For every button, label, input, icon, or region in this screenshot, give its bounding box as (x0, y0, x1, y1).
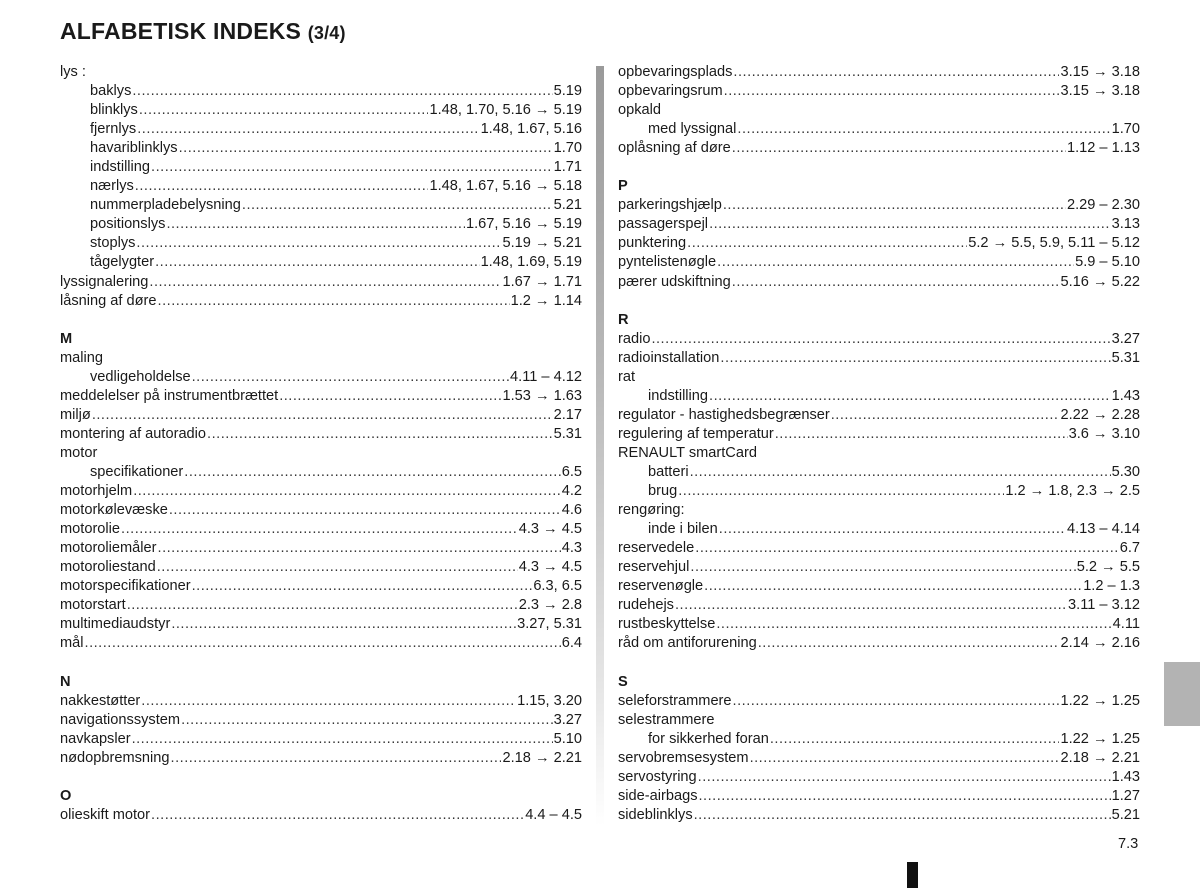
index-term: rat (618, 368, 636, 385)
page-reference: 3.11 – 3.12 (1068, 597, 1140, 614)
page-reference: 1.27 (1111, 787, 1140, 804)
page-reference: 4.6 (561, 502, 582, 519)
section-letter: N (60, 673, 71, 690)
dot-leader (279, 387, 501, 406)
section-letter: O (60, 787, 72, 804)
dot-leader (831, 406, 1060, 425)
dot-leader (127, 596, 518, 615)
index-term: motorspecifikationer (60, 578, 191, 595)
dot-leader (92, 406, 553, 425)
page-reference: 3.15 → 3.18 (1060, 64, 1140, 80)
page-reference: 2.18 → 2.21 (1060, 749, 1140, 766)
index-term: batteri (648, 463, 689, 480)
index-term: selestrammere (618, 711, 715, 728)
index-entry (618, 558, 1140, 577)
dot-leader (136, 234, 501, 253)
index-entry (618, 273, 1140, 292)
dot-leader (690, 558, 1075, 577)
index-term: brug (648, 483, 678, 500)
index-term: sideblinklys (618, 806, 693, 823)
index-entry (618, 196, 1140, 215)
page-reference: 4.11 (1112, 616, 1140, 633)
dot-leader (171, 615, 516, 634)
section-letter: M (60, 330, 73, 347)
page-reference: 5.10 (553, 730, 582, 747)
index-term: opkald (618, 102, 662, 119)
index-subentry (60, 253, 582, 272)
index-subentry (60, 215, 582, 234)
index-entry (618, 692, 1140, 711)
dot-leader (133, 482, 561, 501)
page-reference: 4.13 – 4.14 (1066, 521, 1140, 538)
index-term: inde i bilen (648, 521, 718, 538)
dot-leader (151, 806, 524, 825)
index-term: motoroliemåler (60, 540, 157, 557)
page-reference: 6.5 (561, 463, 582, 480)
dot-leader (85, 634, 561, 653)
index-entry (618, 253, 1140, 272)
dot-leader (121, 520, 518, 539)
index-subentry (618, 387, 1140, 406)
page-reference: 3.15 → 3.18 (1060, 83, 1140, 100)
dot-leader (184, 463, 560, 482)
index-term: vedligeholdelse (90, 368, 191, 385)
index-entry (618, 234, 1140, 253)
index-term: miljø (60, 406, 91, 423)
index-term: lys : (60, 64, 86, 80)
page-reference: 4.3 (561, 540, 582, 557)
page-reference: 3.6 → 3.10 (1068, 425, 1140, 442)
index-term: motoroliestand (60, 559, 156, 576)
index-entry (618, 406, 1140, 425)
index-entry (618, 615, 1140, 634)
index-term: pyntelistenøgle (618, 254, 717, 271)
page-number: 7.3 (1118, 836, 1139, 852)
dot-leader (720, 349, 1110, 368)
index-term: reservenøgle (618, 578, 704, 595)
index-entry (618, 577, 1140, 596)
page-reference: 5.2 → 5.5, 5.9, 5.11 – 5.12 (968, 235, 1140, 252)
chapter-tab (1164, 662, 1200, 726)
index-term: nummerpladebelysning (90, 197, 241, 214)
index-subentry (618, 120, 1140, 139)
section-spacer (60, 311, 582, 330)
page-reference: 6.7 (1119, 540, 1140, 557)
index-subentry (60, 177, 582, 196)
dot-leader (699, 787, 1111, 806)
page-reference: 1.48, 1.70, 5.16 → 5.19 (429, 102, 582, 119)
page-reference: 6.3, 6.5 (533, 578, 582, 595)
index-term: motorolie (60, 521, 121, 538)
page-reference: 1.48, 1.67, 5.16 → 5.18 (429, 178, 582, 195)
index-entry (618, 444, 1140, 463)
index-term: havariblinklys (90, 140, 178, 157)
page-reference: 1.12 – 1.13 (1066, 140, 1140, 157)
dot-leader (678, 482, 1004, 501)
index-term: rengøring: (618, 502, 685, 519)
index-entry (618, 539, 1140, 558)
index-entry (618, 63, 1140, 82)
page-reference: 4.4 – 4.5 (525, 806, 582, 823)
index-subentry (60, 139, 582, 158)
dot-leader (166, 215, 465, 234)
dot-leader (732, 139, 1066, 158)
index-term: multimediaudstyr (60, 616, 171, 633)
section-letter: P (618, 178, 628, 195)
page-reference: 5.19 (553, 83, 582, 100)
dot-leader (775, 425, 1068, 444)
dot-leader (717, 253, 1074, 272)
index-term: olieskift motor (60, 806, 151, 823)
dot-leader (135, 177, 429, 196)
dot-leader (149, 273, 501, 292)
index-entry (60, 292, 582, 311)
index-entry (60, 711, 582, 730)
index-subentry (618, 463, 1140, 482)
index-entry (60, 482, 582, 501)
index-term: rustbeskyttelse (618, 616, 716, 633)
index-entry (60, 539, 582, 558)
index-term: regulator - hastighedsbegrænser (618, 406, 830, 423)
index-term: RENAULT smartCard (618, 444, 757, 461)
index-term: reservedele (618, 540, 695, 557)
page-reference: 3.27 (553, 711, 582, 728)
index-term: reservehjul (618, 559, 690, 576)
page-reference: 3.13 (1111, 216, 1140, 233)
page-reference: 4.3 → 4.5 (518, 521, 582, 538)
index-entry (618, 596, 1140, 615)
index-entry (618, 215, 1140, 234)
index-term: radioinstallation (618, 349, 720, 366)
dot-leader (139, 101, 429, 120)
index-entry (618, 82, 1140, 101)
index-term: motor (60, 444, 98, 461)
index-term: motorstart (60, 597, 126, 614)
index-term: passagerspejl (618, 216, 709, 233)
index-term: tågelygter (90, 254, 155, 271)
page-reference: 2.29 – 2.30 (1066, 197, 1140, 214)
column-divider (596, 66, 604, 826)
index-term: parkeringshjælp (618, 197, 722, 214)
index-entry (60, 444, 582, 463)
index-entry (60, 596, 582, 615)
page-reference: 1.43 (1111, 768, 1140, 785)
index-entry (618, 711, 1140, 730)
index-entry (618, 806, 1140, 825)
dot-leader (716, 615, 1111, 634)
page-reference: 6.4 (561, 635, 582, 652)
index-term: nødopbremsning (60, 749, 170, 766)
index-term: meddelelser på instrumentbrættet (60, 387, 279, 404)
page-reference: 1.43 (1111, 387, 1140, 404)
index-entry (60, 425, 582, 444)
index-entry (618, 139, 1140, 158)
page-reference: 1.2 → 1.14 (510, 292, 582, 309)
index-subentry (60, 158, 582, 177)
dot-leader (698, 768, 1111, 787)
index-term: pærer udskiftning (618, 273, 731, 290)
dot-leader (695, 539, 1118, 558)
dot-leader (737, 120, 1110, 139)
index-entry (618, 787, 1140, 806)
dot-leader (694, 806, 1111, 825)
dot-leader (157, 558, 518, 577)
dot-leader (155, 253, 479, 272)
dot-leader (709, 215, 1111, 234)
index-term: indstilling (648, 387, 709, 404)
index-term: positionslys (90, 216, 166, 233)
page-title (60, 18, 346, 45)
dot-leader (179, 139, 553, 158)
index-term: opbevaringsrum (618, 83, 723, 100)
index-entry (618, 749, 1140, 768)
index-term: montering af autoradio (60, 425, 207, 442)
index-term: punktering (618, 235, 687, 252)
index-term: side-airbags (618, 787, 698, 804)
index-term: servostyring (618, 768, 697, 785)
index-term: radio (618, 330, 651, 347)
page-reference: 2.18 → 2.21 (502, 749, 582, 766)
section-spacer (60, 768, 582, 787)
index-term: navkapsler (60, 730, 131, 747)
dot-leader (690, 463, 1111, 482)
index-term: nakkestøtter (60, 692, 141, 709)
section-letter: R (618, 311, 629, 328)
index-term: navigationssystem (60, 711, 181, 728)
page-reference: 1.71 (553, 159, 582, 176)
index-term: baklys (90, 83, 132, 100)
index-term: regulering af temperatur (618, 425, 774, 442)
index-entry (618, 425, 1140, 444)
index-entry (60, 806, 582, 825)
page-reference: 1.70 (1111, 121, 1140, 138)
dot-leader (733, 63, 1059, 82)
dot-leader (687, 234, 967, 253)
index-entry (60, 273, 582, 292)
page-reference: 5.31 (553, 425, 582, 442)
page-reference: 1.22 → 1.25 (1060, 692, 1140, 709)
index-term: med lyssignal (648, 121, 737, 138)
dot-leader (158, 292, 510, 311)
index-subentry (60, 234, 582, 253)
page-reference: 5.2 → 5.5 (1076, 559, 1140, 576)
dot-leader (709, 387, 1111, 406)
index-subentry (60, 196, 582, 215)
dot-leader (750, 749, 1060, 768)
index-entry (60, 615, 582, 634)
index-entry (60, 501, 582, 520)
index-subentry (60, 101, 582, 120)
index-entry (618, 368, 1140, 387)
page-reference: 2.14 → 2.16 (1060, 635, 1140, 652)
page-reference: 5.21 (553, 197, 582, 214)
section-spacer (618, 292, 1140, 311)
section-letter: S (618, 673, 628, 690)
index-subentry (60, 368, 582, 387)
index-term: fjernlys (90, 121, 137, 138)
dot-leader (704, 577, 1082, 596)
index-term: opbevaringsplads (618, 64, 733, 80)
index-term: råd om antiforurening (618, 635, 757, 652)
section-spacer (618, 653, 1140, 672)
dot-leader (192, 577, 533, 596)
index-entry (618, 101, 1140, 120)
page-reference: 1.2 – 1.3 (1083, 578, 1140, 595)
dot-leader (758, 634, 1060, 653)
dot-leader (242, 196, 553, 215)
index-term: stoplys (90, 235, 136, 252)
index-subentry (60, 463, 582, 482)
index-column-left (60, 63, 582, 825)
index-term: indstilling (90, 159, 151, 176)
dot-leader (719, 520, 1066, 539)
page-reference: 1.53 → 1.63 (502, 387, 582, 404)
dot-leader (207, 425, 553, 444)
page-reference: 1.67, 5.16 → 5.19 (465, 216, 582, 233)
index-entry (60, 406, 582, 425)
dot-leader (732, 273, 1060, 292)
index-entry (60, 349, 582, 368)
index-entry (60, 577, 582, 596)
index-entry (60, 692, 582, 711)
title-part-indicator: (3/4) (307, 23, 346, 43)
index-term: for sikkerhed foran (648, 730, 769, 747)
page-reference: 2.3 → 2.8 (518, 597, 582, 614)
index-term: nærlys (90, 178, 134, 195)
page-reference: 5.9 – 5.10 (1075, 254, 1140, 271)
index-entry (60, 558, 582, 577)
dot-leader (169, 501, 561, 520)
index-entry (60, 520, 582, 539)
index-subentry (618, 520, 1140, 539)
page-reference: 5.21 (1111, 806, 1140, 823)
dot-leader (132, 82, 552, 101)
index-subentry (618, 482, 1140, 501)
index-term: motorkølevæske (60, 502, 168, 519)
page-reference: 1.48, 1.69, 5.19 (480, 254, 582, 271)
index-term: seleforstrammere (618, 692, 732, 709)
title-text: ALFABETISK INDEKS (60, 18, 302, 44)
dot-leader (724, 82, 1060, 101)
page-reference: 5.16 → 5.22 (1060, 273, 1140, 290)
page-reference: 1.70 (553, 140, 582, 157)
index-entry (618, 768, 1140, 787)
page-reference: 5.19 → 5.21 (502, 235, 582, 252)
page-reference: 1.48, 1.67, 5.16 (480, 121, 582, 138)
page-reference: 1.2 → 1.8, 2.3 → 2.5 (1005, 483, 1140, 500)
section-spacer (618, 158, 1140, 177)
dot-leader (192, 368, 509, 387)
page-reference: 1.15, 3.20 (517, 692, 582, 709)
index-term: låsning af døre (60, 292, 157, 309)
index-term: maling (60, 349, 103, 366)
page-reference: 4.11 – 4.12 (510, 368, 582, 385)
index-entry (618, 349, 1140, 368)
index-entry (60, 387, 582, 406)
index-entry (618, 501, 1140, 520)
index-entry (618, 634, 1140, 653)
dot-leader (770, 730, 1060, 749)
dot-leader (151, 158, 553, 177)
index-entry (60, 730, 582, 749)
page-reference: 3.27 (1111, 330, 1140, 347)
index-entry (618, 330, 1140, 349)
index-term: rudehejs (618, 597, 674, 614)
page-reference: 4.2 (561, 483, 582, 500)
page-reference: 2.17 (553, 406, 582, 423)
index-term: lyssignalering (60, 273, 149, 290)
index-subentry (60, 82, 582, 101)
page-reference: 5.31 (1111, 349, 1140, 366)
page-reference: 5.30 (1111, 463, 1140, 480)
dot-leader (141, 692, 516, 711)
index-entry (60, 634, 582, 653)
index-term: mål (60, 635, 84, 652)
page-reference: 4.3 → 4.5 (518, 559, 582, 576)
page-reference: 2.22 → 2.28 (1060, 406, 1140, 423)
dot-leader (181, 711, 553, 730)
dot-leader (171, 749, 502, 768)
dot-leader (158, 539, 561, 558)
index-subentry (618, 730, 1140, 749)
page-reference: 3.27, 5.31 (517, 616, 582, 633)
index-entry (60, 63, 582, 82)
dot-leader (675, 596, 1067, 615)
section-spacer (60, 653, 582, 672)
dot-leader (137, 120, 479, 139)
print-mark (907, 862, 918, 888)
index-term: motorhjelm (60, 483, 133, 500)
dot-leader (733, 692, 1060, 711)
index-subentry (60, 120, 582, 139)
index-term: servobremsesystem (618, 749, 749, 766)
dot-leader (651, 330, 1110, 349)
index-entry (60, 749, 582, 768)
dot-leader (723, 196, 1066, 215)
index-term: blinklys (90, 102, 138, 119)
index-term: oplåsning af døre (618, 140, 731, 157)
page-reference: 1.67 → 1.71 (502, 273, 582, 290)
index-column-right (618, 63, 1140, 825)
page-reference: 1.22 → 1.25 (1060, 730, 1140, 747)
index-term: specifikationer (90, 463, 184, 480)
dot-leader (132, 730, 553, 749)
